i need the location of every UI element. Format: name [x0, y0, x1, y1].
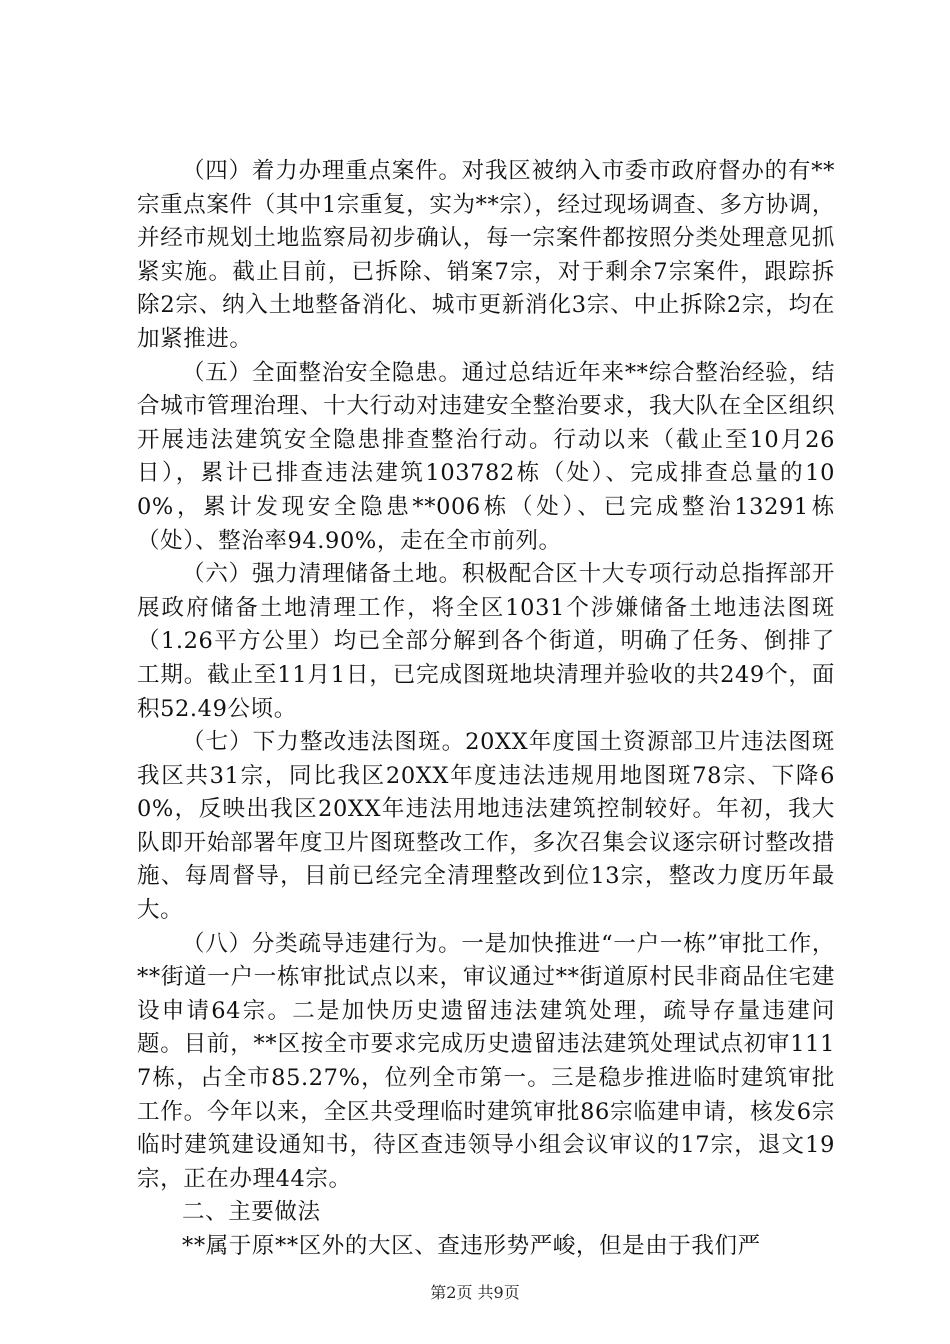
paragraph-classified-guidance: （八）分类疏导违建行为。一是加快推进“一户一栋”审批工作，**街道一户一栋审批试点以来，审议通过**街道原村民非商品住宅建设申请64宗。二是加快历史遗留违法建筑处理，疏导存量违建问题。目前，**区按全市要求完成历史遗留违法建筑处理试点初审1117栋，占全市85.27%，位列全市第一。三是稳步推进临时建筑审批工作。今年以来，全区共受理临时建筑审批86宗临建申请，核发6宗临时建筑建设通知书，待区查违领导小组会议审议的17宗，退文19宗，正在办理44宗。: [137, 930, 835, 1192]
paragraph-key-cases: （四）着力办理重点案件。对我区被纳入市委市政府督办的有**宗重点案件（其中1宗重复，实为**宗），经过现场调查、多方协调，并经市规划土地监察局初步确认，每一宗案件都按照分类处理意见抓紧实施。截止目前，已拆除、销案7宗，对于剩余7宗案件，跟踪拆除2宗、纳入土地整备消化、城市更新消化3宗、中止拆除2宗，均在加紧推进。: [137, 158, 835, 352]
page-footer: 第2页 共9页: [430, 1283, 520, 1302]
paragraph-illegal-patches: （七）下力整改违法图斑。20XX年度国土资源部卫片违法图斑我区共31宗，同比我区20XX年度违法违规用地图斑78宗、下降60%，反映出我区20XX年违法用地违法建筑控制较好。年初，我大队即开始部署年度卫片图斑整改工作，多次召集会议逐宗研讨整改措施、每周督导，目前已经完全清理整改到位13宗，整改力度历年最大。: [137, 729, 835, 924]
document-body: [137, 155, 835, 1264]
section-heading-main-practices: 二、主要做法: [182, 1199, 321, 1226]
paragraph-reserve-land: （六）强力清理储备土地。积极配合区十大专项行动总指挥部开展政府储备土地清理工作，将全区1031个涉嫌储备土地违法图斑（1.26平方公里）均已全部分解到各个街道，明确了任务、倒排了工期。截止至11月1日，已完成图斑地块清理并验收的共249个，面积52.49公顷。: [137, 561, 835, 722]
paragraph-safety-hazards: （五）全面整治安全隐患。通过总结近年来**综合整治经验，结合城市管理治理、十大行动对违建安全整治要求，我大队在全区组织开展违法建筑安全隐患排查整治行动。行动以来（截止至10月26日），累计已排查违法建筑103782栋（处）、完成排查总量的100%，累计发现安全隐患**006栋（处）、已完成整治13291栋（处）、整治率94.90%，走在全市前列。: [137, 359, 835, 554]
paragraph-main-practices-intro: **属于原**区外的大区、查违形势严峻，但是由于我们严: [182, 1233, 761, 1259]
